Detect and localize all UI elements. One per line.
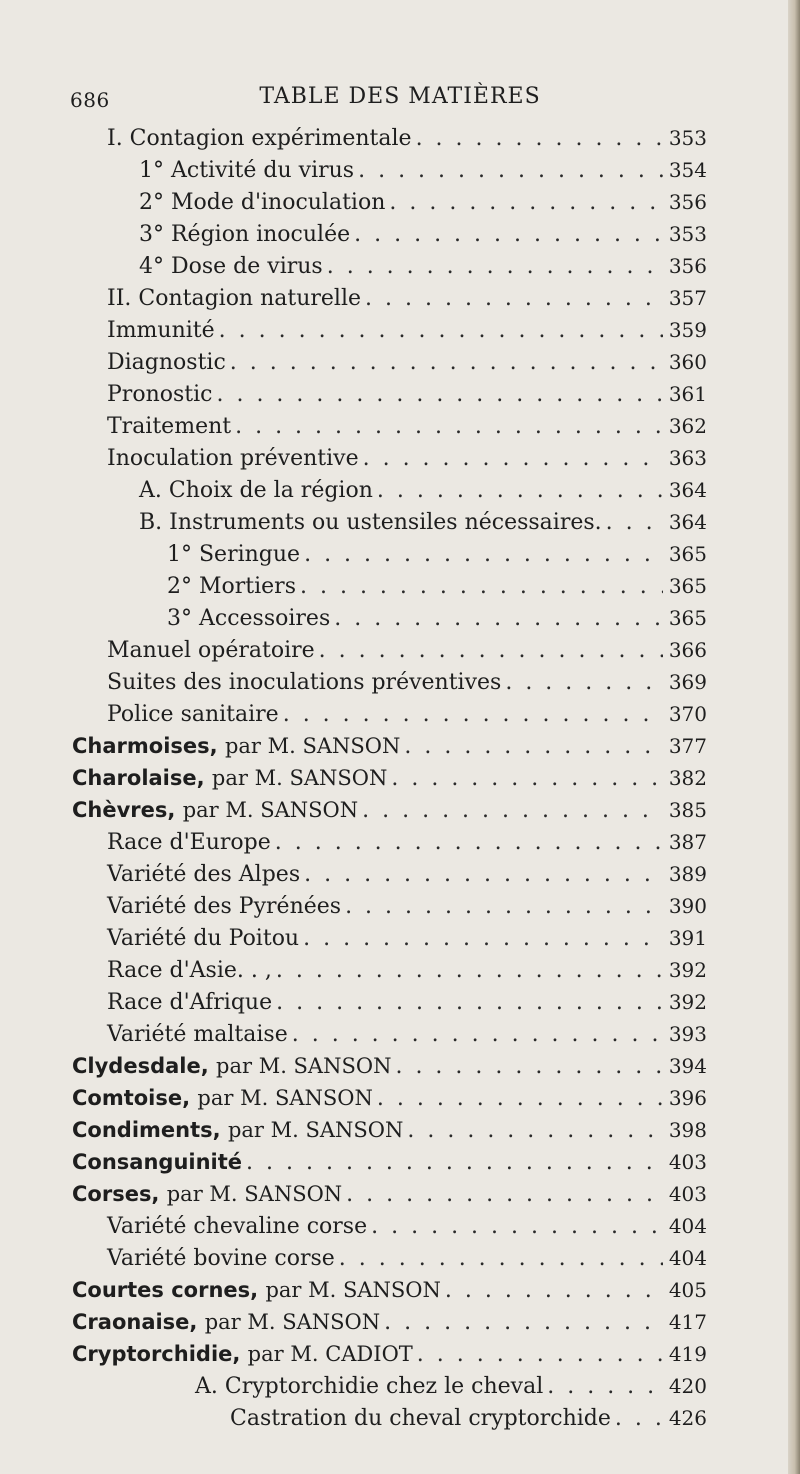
toc-entry — [139, 154, 707, 186]
entry-page: 356 — [668, 190, 707, 214]
dot-leader — [407, 1115, 662, 1147]
toc-main-entry — [72, 1114, 707, 1146]
toc-entry — [139, 218, 707, 250]
entry-title: 1° Seringue — [167, 542, 301, 567]
entry-page: 387 — [668, 830, 707, 854]
dot-leader — [505, 667, 662, 699]
dot-leader — [303, 923, 663, 955]
toc-entry — [107, 1018, 707, 1050]
entry-title — [72, 1050, 391, 1082]
entry-title — [72, 1178, 342, 1210]
toc-main-entry — [72, 762, 707, 794]
entry-page: 393 — [668, 1022, 707, 1046]
entry-page: 366 — [668, 638, 707, 662]
entry-page: 369 — [668, 670, 707, 694]
entry-heading: Charolaise, — [72, 766, 205, 790]
entry-author: par M. SANSON — [182, 798, 359, 822]
entry-title — [72, 762, 387, 794]
entry-page: 357 — [668, 286, 707, 310]
entry-page: 362 — [668, 414, 707, 438]
entry-title: 2° Mortiers — [167, 574, 296, 599]
entry-page: 403 — [668, 1182, 707, 1206]
entry-page: 364 — [668, 478, 707, 502]
toc-main-entry — [72, 1082, 707, 1114]
entry-page: 363 — [668, 446, 707, 470]
entry-page: 361 — [668, 382, 707, 406]
entry-title: Manuel opératoire — [107, 638, 315, 663]
toc-entry — [107, 826, 707, 858]
entry-page: 392 — [668, 990, 707, 1014]
dot-leader — [346, 1179, 663, 1211]
dot-leader — [216, 379, 662, 411]
dot-leader — [339, 1243, 663, 1275]
toc-main-entry — [72, 1338, 707, 1370]
entry-heading: Clydesdale, — [72, 1054, 209, 1078]
entry-page: 359 — [668, 318, 707, 342]
dot-leader — [384, 1307, 663, 1339]
entry-heading: Cryptorchidie, — [72, 1342, 241, 1366]
dot-leader — [345, 891, 663, 923]
entry-page: 391 — [668, 926, 707, 950]
entry-title: Consanguinité — [72, 1150, 243, 1174]
entry-author: par M. SANSON — [166, 1182, 343, 1206]
toc-entry — [107, 1242, 707, 1274]
entry-page: 417 — [668, 1310, 707, 1334]
entry-title: Variété du Poitou — [107, 926, 300, 951]
entry-page: 390 — [668, 894, 707, 918]
toc-entry — [107, 122, 707, 154]
entry-title: Variété maltaise — [107, 1022, 288, 1047]
entry-title: 1° Activité du virus — [139, 158, 355, 183]
entry-page: 405 — [668, 1278, 707, 1302]
dot-leader — [358, 155, 663, 187]
entry-author: par M. SANSON — [211, 766, 388, 790]
entry-page: 389 — [668, 862, 707, 886]
entry-title — [72, 794, 358, 826]
entry-title: Race d'Afrique — [107, 990, 273, 1015]
dot-leader — [276, 987, 663, 1019]
dot-leader — [230, 347, 663, 379]
toc-main-entry — [72, 1146, 707, 1178]
entry-author: par M. SANSON — [265, 1278, 441, 1302]
toc-entry — [107, 314, 707, 346]
entry-title: 2° Mode d'inoculation — [139, 190, 386, 215]
toc-entry — [107, 954, 707, 986]
dot-leader — [404, 731, 662, 763]
dot-leader — [319, 635, 663, 667]
entry-page: 365 — [668, 574, 707, 598]
toc-main-entry — [72, 794, 707, 826]
dot-leader — [334, 603, 663, 635]
entry-heading: Comtoise, — [72, 1086, 191, 1110]
entry-title: I. Contagion expérimentale — [107, 126, 412, 151]
entry-title — [72, 1338, 413, 1370]
entry-title: Castration du cheval cryptorchide — [230, 1406, 611, 1431]
toc-main-entry — [72, 1274, 707, 1306]
entry-title: 3° Région inoculée — [139, 222, 351, 247]
toc-entry — [107, 698, 707, 730]
entry-page: 365 — [668, 606, 707, 630]
dot-leader — [389, 187, 662, 219]
entry-title — [72, 730, 400, 762]
entry-page: 420 — [668, 1374, 707, 1398]
entry-heading: Corses, — [72, 1182, 160, 1206]
entry-title: Variété bovine corse — [107, 1246, 335, 1271]
entry-page: 353 — [668, 222, 707, 246]
toc-entry — [107, 346, 707, 378]
dot-leader — [246, 1147, 663, 1179]
entry-page: 377 — [668, 734, 707, 758]
toc-entry — [107, 986, 707, 1018]
entry-page: 364 — [668, 510, 707, 534]
dot-leader — [606, 507, 663, 539]
dot-leader — [283, 699, 663, 731]
entry-page: 426 — [668, 1406, 707, 1430]
dot-leader — [235, 411, 663, 443]
entry-page: 360 — [668, 350, 707, 374]
entry-title: Suites des inoculations préventives — [107, 670, 502, 695]
entry-title: A. Cryptorchidie chez le cheval — [195, 1374, 544, 1399]
entry-title — [72, 1082, 373, 1114]
toc-entry — [107, 442, 707, 474]
entry-title: A. Choix de la région — [139, 478, 373, 503]
entry-author: par M. SANSON — [216, 1054, 392, 1078]
dot-leader — [615, 1403, 663, 1435]
entry-heading: Courtes cornes, — [72, 1278, 259, 1302]
entry-page: 382 — [668, 766, 707, 790]
entry-page: 354 — [668, 158, 707, 182]
entry-page: 392 — [668, 958, 707, 982]
toc-main-entry — [72, 1306, 707, 1338]
toc-entry — [107, 922, 707, 954]
toc-entry — [107, 282, 707, 314]
dot-leader — [377, 475, 663, 507]
entry-title: Traitement — [107, 414, 232, 439]
toc-entry — [107, 666, 707, 698]
entry-author: par M. SANSON — [197, 1086, 373, 1110]
toc-entry — [139, 250, 707, 282]
entry-title: B. Instruments ou ustensiles nécessaires. — [139, 510, 602, 535]
toc-entry — [107, 378, 707, 410]
entry-heading: Craonaise, — [72, 1310, 198, 1334]
entry-title: Immunité — [107, 318, 215, 343]
entry-author: par M. CADIOT — [247, 1342, 413, 1366]
toc-entry — [107, 890, 707, 922]
toc-entry — [195, 1370, 707, 1402]
dot-leader — [219, 315, 663, 347]
toc-main-entry — [72, 1178, 707, 1210]
entry-page: 404 — [668, 1246, 707, 1270]
entry-page: 353 — [668, 126, 707, 150]
dot-leader — [547, 1371, 663, 1403]
toc-entry — [107, 634, 707, 666]
toc-main-entry — [72, 730, 707, 762]
entry-heading: Condiments, — [72, 1118, 221, 1142]
toc-entry — [167, 538, 707, 570]
toc-entry — [167, 570, 707, 602]
dot-leader — [371, 1211, 663, 1243]
entry-page: 398 — [668, 1118, 707, 1142]
toc-entry — [139, 474, 707, 506]
entry-title: Variété chevaline corse — [107, 1214, 368, 1239]
toc-entry — [139, 506, 707, 538]
dot-leader — [362, 795, 663, 827]
dot-leader — [445, 1275, 663, 1307]
entry-page: 396 — [668, 1086, 707, 1110]
page-edge — [788, 0, 800, 1474]
entry-title: Variété des Alpes — [107, 862, 301, 887]
toc-entry — [167, 602, 707, 634]
running-title: TABLE DES MATIÈRES — [259, 84, 541, 109]
entry-heading: Charmoises, — [72, 734, 218, 758]
dot-leader — [395, 1051, 662, 1083]
entry-page: 403 — [668, 1150, 707, 1174]
entry-title: Variété des Pyrénées — [107, 894, 342, 919]
entry-title: Race d'Europe — [107, 830, 271, 855]
dot-leader — [354, 219, 663, 251]
entry-title: Pronostic — [107, 382, 213, 407]
entry-title: Inoculation préventive — [107, 446, 359, 471]
dot-leader — [300, 571, 663, 603]
entry-author: par M. SANSON — [227, 1118, 404, 1142]
toc-main-entry — [72, 1050, 707, 1082]
dot-leader — [416, 123, 663, 155]
dot-leader — [275, 827, 663, 859]
dot-leader — [292, 1019, 663, 1051]
entry-title: 4° Dose de virus — [139, 254, 323, 279]
entry-title — [72, 1306, 380, 1338]
entry-page: 385 — [668, 798, 707, 822]
dot-leader — [365, 283, 663, 315]
dot-leader — [304, 539, 663, 571]
entry-title: Race d'Asie. . , — [107, 958, 272, 983]
entry-title: 3° Accessoires — [167, 606, 331, 631]
entry-page: 370 — [668, 702, 707, 726]
dot-leader — [417, 1339, 663, 1371]
toc-entry — [107, 410, 707, 442]
entry-page: 356 — [668, 254, 707, 278]
toc-entry — [139, 186, 707, 218]
entry-page: 365 — [668, 542, 707, 566]
toc-entry — [107, 858, 707, 890]
dot-leader — [377, 1083, 663, 1115]
entry-title — [72, 1114, 403, 1146]
entry-author: par M. SANSON — [224, 734, 401, 758]
entry-author: par M. SANSON — [204, 1310, 381, 1334]
entry-page: 394 — [668, 1054, 707, 1078]
entry-title: Police sanitaire — [107, 702, 279, 727]
dot-leader — [363, 443, 663, 475]
entry-title: Diagnostic — [107, 350, 226, 375]
dot-leader — [391, 763, 662, 795]
entry-title — [72, 1274, 441, 1306]
entry-page: 404 — [668, 1214, 707, 1238]
dot-leader — [304, 859, 663, 891]
dot-leader — [276, 955, 663, 987]
dot-leader — [327, 251, 663, 283]
page-number: 686 — [70, 88, 110, 112]
toc-entry — [107, 1210, 707, 1242]
entry-page: 419 — [668, 1342, 707, 1366]
entry-heading: Chèvres, — [72, 798, 176, 822]
toc-entry — [230, 1402, 707, 1434]
entry-title: II. Contagion naturelle — [107, 286, 362, 311]
